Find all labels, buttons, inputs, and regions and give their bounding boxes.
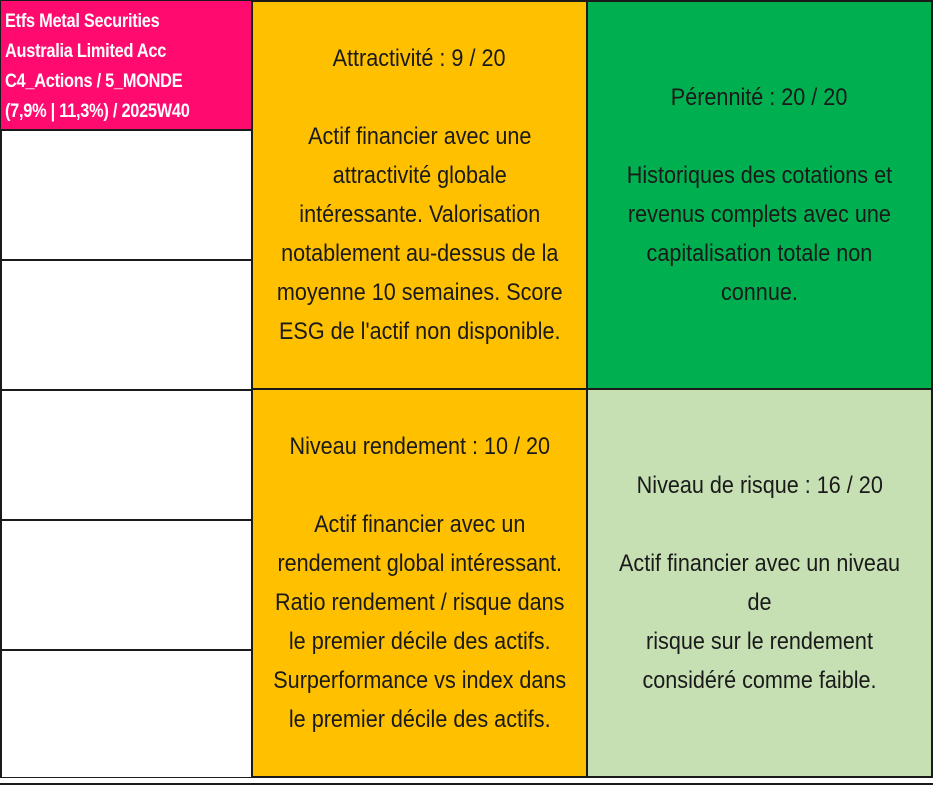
rendement-score: Niveau rendement : 10 / 20 bbox=[289, 433, 550, 460]
asset-name-line-2: Australia Limited Acc bbox=[5, 41, 167, 62]
risque-score: Niveau de risque : 16 / 20 bbox=[636, 472, 883, 499]
empty-cell-3 bbox=[0, 390, 253, 520]
perennite-score: Pérennité : 20 / 20 bbox=[671, 84, 848, 111]
rendement-panel bbox=[251, 388, 588, 778]
asset-name-line-1: Etfs Metal Securities bbox=[5, 11, 160, 32]
empty-cell-5 bbox=[0, 650, 253, 778]
risque-description: Actif financier avec un niveau de risque sur le rendement considéré comme faible. bbox=[619, 550, 900, 694]
risque-panel bbox=[586, 388, 933, 778]
attractivite-panel bbox=[251, 0, 588, 390]
empty-cell-2 bbox=[0, 260, 253, 390]
attractivite-score: Attractivité : 9 / 20 bbox=[333, 45, 506, 72]
rendement-description: Actif financier avec un rendement global intéressant. Ratio rendement / risque dans le premier décile des actifs. Surperformance vs index dans le premier décile des actifs. bbox=[273, 511, 566, 733]
perennite-description: Historiques des cotations et revenus complets avec une capitalisation totale non connue. bbox=[626, 162, 893, 306]
empty-cell-1 bbox=[0, 130, 253, 260]
asset-performance-line: (7,9% | 11,3%) / 2025W40 bbox=[5, 101, 190, 122]
asset-category-line: C4_Actions / 5_MONDE bbox=[5, 71, 183, 92]
empty-cell-4 bbox=[0, 520, 253, 650]
asset-header-cell bbox=[0, 0, 253, 130]
attractivite-description: Actif financier avec une attractivité globale intéressante. Valorisation notablement au-dessus de la moyenne 10 semaines. Score ESG de l'actif non disponible. bbox=[276, 123, 563, 345]
perennite-panel bbox=[586, 0, 933, 390]
